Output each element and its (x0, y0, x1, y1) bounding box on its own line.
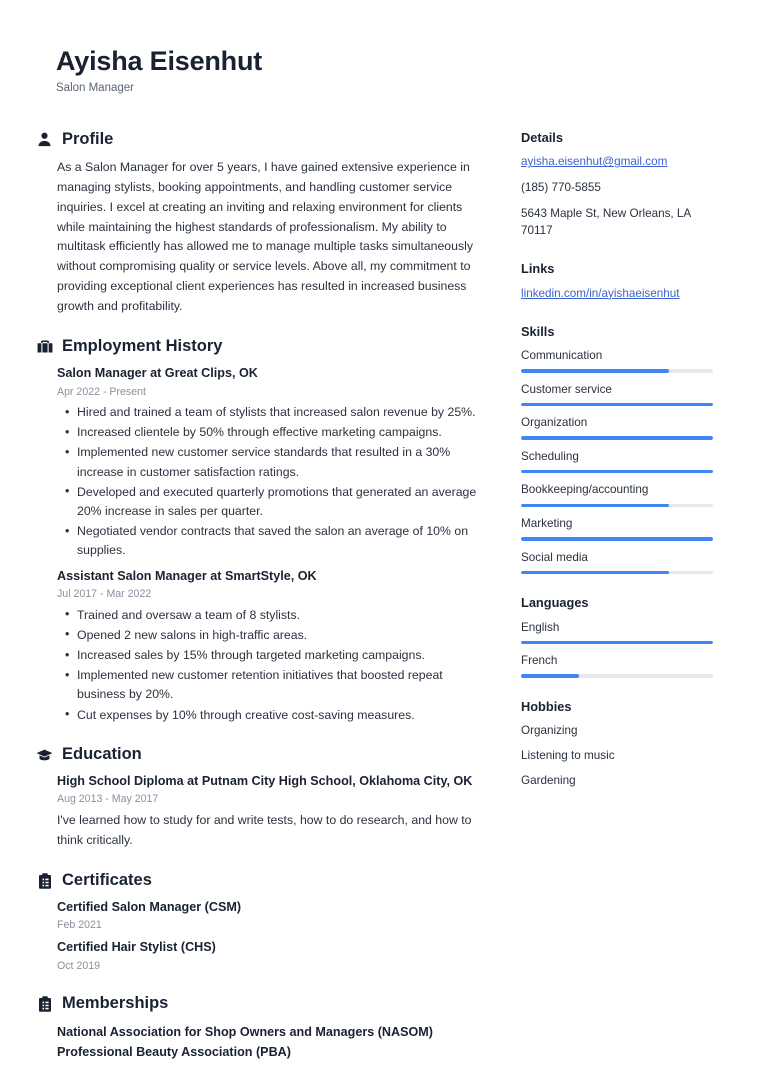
hobby-item: Gardening (521, 774, 576, 788)
skill-row (521, 516, 713, 541)
sidebar-block-details (521, 130, 713, 240)
graduation-cap-icon (36, 746, 53, 763)
section-body-profile (36, 158, 488, 317)
list-item: • Trained and oversaw a team of 8 stylists. (77, 606, 488, 625)
section-header-employment (36, 337, 488, 357)
sidebar-block-links (521, 261, 713, 302)
section-header-certificates (36, 871, 488, 891)
skill-row (521, 482, 713, 507)
employment-entry-date: Apr 2022 - Present (57, 385, 146, 398)
resume-header (56, 46, 676, 96)
section-body-education (36, 773, 488, 851)
skill-label: Customer service (521, 382, 612, 396)
address-text: 5643 Maple St, New Orleans, LA 70117 (521, 207, 691, 238)
employment-entry-title: Salon Manager at Great Clips, OK (57, 365, 258, 380)
person-icon (36, 131, 53, 148)
employment-entry (57, 365, 488, 561)
employment-entry-title: Assistant Salon Manager at SmartStyle, OK (57, 568, 317, 583)
hobby-item: Listening to music (521, 749, 615, 763)
employment-entry-bullets (57, 403, 488, 560)
section-body-employment (36, 365, 488, 725)
section-certificates (36, 871, 488, 974)
skill-row (521, 550, 713, 575)
skill-label: Social media (521, 550, 588, 564)
skill-bar-track (521, 436, 713, 440)
membership-item: Professional Beauty Association (PBA) (57, 1045, 291, 1060)
section-title-education: Education (62, 744, 142, 763)
certificate-title: Certified Hair Stylist (CHS) (57, 939, 216, 954)
skill-row (521, 382, 713, 407)
certificate-entry (57, 899, 488, 934)
profile-text: As a Salon Manager for over 5 years, I have gained extensive experience in managing stylists, booking appointments, and handling customer service inquiries. I excel at creating an inviting and relaxing environment for clients while maintaining the highest standards of professionalism. My ability to multitask efficiently has allowed me to manage multiple tasks simultaneously without compromising quality or service levels. Above all, my commitment to providing exceptional client experiences has resulted in increased business growth and profitability. (57, 159, 474, 314)
section-title-certificates: Certificates (62, 870, 152, 889)
sidebar-title-links: Links (521, 261, 555, 277)
language-bar-track (521, 641, 713, 645)
skill-label: Marketing (521, 517, 573, 531)
clipboard-icon (36, 995, 53, 1012)
clipboard-icon (36, 872, 53, 889)
certificate-entry (57, 939, 488, 974)
language-row (521, 620, 713, 645)
skill-bar-track (521, 403, 713, 407)
skill-bar-fill (521, 403, 713, 407)
section-header-education (36, 745, 488, 765)
section-title-memberships: Memberships (62, 994, 169, 1013)
skill-bar-track (521, 504, 713, 508)
job-title: Salon Manager (56, 82, 134, 95)
certificate-title: Certified Salon Manager (CSM) (57, 899, 242, 914)
page-title: Ayisha Eisenhut (56, 46, 263, 76)
sidebar-title-details: Details (521, 130, 563, 145)
section-employment-history (36, 337, 488, 725)
sidebar-title-languages: Languages (521, 595, 589, 611)
section-memberships (36, 994, 488, 1063)
section-body-memberships (36, 1022, 488, 1063)
language-row (521, 653, 713, 678)
skill-label: Bookkeeping/accounting (521, 483, 649, 497)
employment-entry-bullets (57, 606, 488, 725)
skill-bar-track (521, 470, 713, 474)
list-item: • Hired and trained a team of stylists that increased salon revenue by 25%. (77, 403, 488, 422)
language-bar-track (521, 674, 713, 678)
briefcase-icon (36, 338, 53, 355)
skill-label: Organization (521, 416, 588, 430)
section-education (36, 745, 488, 851)
certificate-date: Feb 2021 (57, 919, 102, 932)
sidebar-column (521, 130, 713, 811)
skill-bar-fill (521, 571, 669, 575)
certificate-date: Oct 2019 (57, 959, 100, 972)
section-header-profile (36, 130, 488, 150)
hobby-item: Organizing (521, 724, 578, 738)
email-link[interactable]: ayisha.eisenhut@gmail.com (521, 155, 668, 169)
skill-bar-fill (521, 369, 669, 373)
sidebar-title-hobbies: Hobbies (521, 698, 572, 714)
sidebar-block-skills (521, 324, 713, 575)
list-item: • Cut expenses by 10% through creative cost-saving measures. (77, 706, 488, 725)
list-item: • Increased clientele by 50% through effective marketing campaigns. (77, 423, 488, 442)
section-title-employment: Employment History (62, 337, 223, 356)
language-bar-fill (521, 674, 579, 678)
sidebar-block-languages (521, 595, 713, 678)
skill-bar-fill (521, 504, 669, 508)
skill-bar-track (521, 571, 713, 575)
education-entry-description: I've learned how to study for and write tests, how to do research, and how to think critically. (57, 812, 472, 847)
employment-entry (57, 568, 488, 725)
sidebar-title-skills: Skills (521, 323, 555, 339)
language-bar-fill (521, 641, 713, 645)
education-entry-date: Aug 2013 - May 2017 (57, 793, 159, 806)
list-item: • Implemented new customer retention initiatives that boosted repeat business by 20%. (77, 666, 488, 704)
employment-entry-date: Jul 2017 - Mar 2022 (57, 588, 152, 601)
section-body-certificates (36, 899, 488, 975)
skill-label: Scheduling (521, 449, 579, 463)
list-item: • Increased sales by 15% through targeted marketing campaigns. (77, 646, 488, 665)
skill-bar-track (521, 369, 713, 373)
section-header-memberships (36, 994, 488, 1014)
education-entry-title: High School Diploma at Putnam City High School, Oklahoma City, OK (57, 773, 473, 788)
main-column (36, 130, 488, 1083)
phone-text: (185) 770-5855 (521, 181, 601, 195)
language-label: English (521, 620, 560, 634)
linkedin-link[interactable]: linkedin.com/in/ayishaeisenhut (521, 286, 680, 300)
list-item: • Implemented new customer service standards that resulted in a 30% increase in customer satisfaction ratings. (77, 443, 488, 481)
section-profile (36, 130, 488, 317)
skill-row (521, 449, 713, 474)
skill-bar-fill (521, 470, 713, 474)
membership-item: National Association for Shop Owners and Managers (NASOM) (57, 1024, 433, 1039)
section-title-profile: Profile (62, 130, 114, 148)
sidebar-block-hobbies (521, 699, 713, 790)
list-item: • Negotiated vendor contracts that saved the salon an average of 10% on supplies. (77, 522, 488, 560)
list-item: • Developed and executed quarterly promotions that generated an average 20% increase in sales per quarter. (77, 483, 488, 521)
skill-bar-fill (521, 436, 713, 440)
list-item: • Opened 2 new salons in high-traffic areas. (77, 626, 488, 645)
skill-bar-fill (521, 537, 713, 541)
skill-label: Communication (521, 348, 603, 362)
skill-row (521, 415, 713, 440)
skill-bar-track (521, 537, 713, 541)
education-entry (57, 773, 488, 851)
skill-row (521, 348, 713, 373)
language-label: French (521, 654, 558, 668)
